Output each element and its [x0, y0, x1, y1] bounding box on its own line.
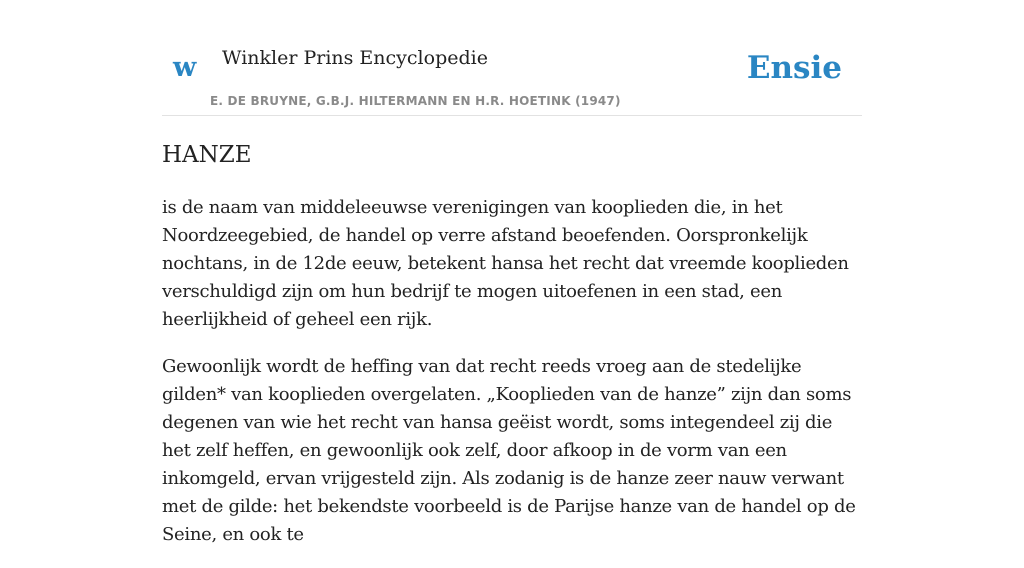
source-authors: E. DE BRUYNE, G.B.J. HILTERMANN EN H.R. HOETINK (1947): [210, 94, 621, 108]
ensie-logo[interactable]: Ensie: [746, 50, 842, 86]
article-headword: HANZE: [162, 142, 252, 168]
article-paragraph: Gewoonlijk wordt de heffing van dat recht reeds vroeg aan de stedelijke gilden* van kooplieden overgelaten. „Kooplieden van de hanze” zijn dan soms degenen van wie het recht van hansa geëist wordt, soms integendeel zij die het zelf heffen, en gewoonlijk ook zelf, door afkoop in de vorm van een inkomgeld, ervan vrijgesteld zijn. Als zodanig is de hanze zeer nauw verwant met de gilde: het bekendste voorbeeld is de Parijse hanze van de handel op de Seine, en ook te: [162, 356, 856, 545]
source-header: [162, 40, 862, 116]
article-paragraph: is de naam van middeleeuwse verenigingen van kooplieden die, in het Noordzeegebied, de handel op verre afstand beoefenden. Oorspronkelijk nochtans, in de 12de eeuw, betekent hansa het recht dat vreemde kooplieden verschuldigd zijn om hun bedrijf te mogen uitoefenen in een stad, een heerlijkheid of geheel een rijk.: [162, 197, 849, 330]
winkler-prins-logo[interactable]: w: [173, 52, 197, 83]
source-title[interactable]: Winkler Prins Encyclopedie: [222, 47, 488, 69]
article: [162, 138, 862, 568]
